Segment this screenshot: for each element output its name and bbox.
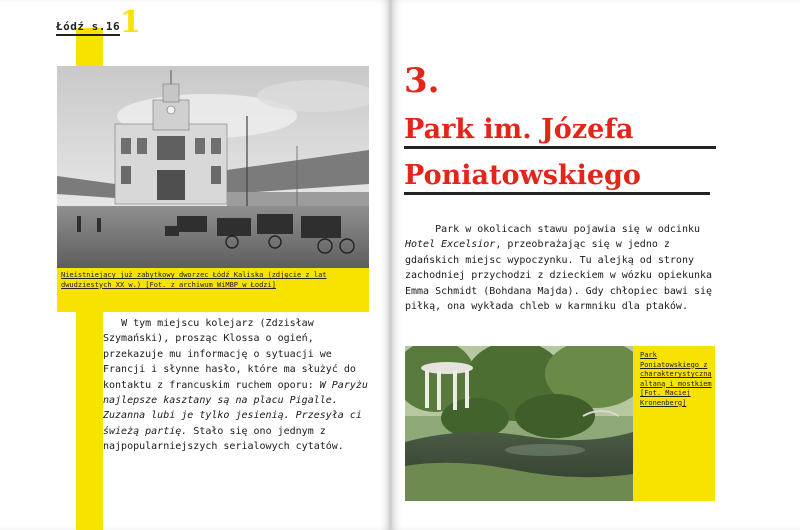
right-body-text xyxy=(405,222,717,314)
running-head: Łódź s.16 xyxy=(56,20,120,36)
chapter-title-line-2: Poniatowskiego xyxy=(404,160,710,195)
left-paragraph xyxy=(103,316,371,455)
chapter-title-line-1: Park im. Józefa xyxy=(404,114,716,149)
right-paragraph-part2: , przeobrażając się w jedno z gdańskich miejsc wypoczynku. Tu alejką od strony zachodniej przychodzi z dzieckiem w wózku opiekunka Emma Schmidt (Bohdana Majda). Gdy chłopiec bawi się piłką, ona wykłada chleb w karmniku dla ptaków. xyxy=(405,239,713,313)
episode-title: Hotel Excelsior xyxy=(405,239,496,251)
station-photo-caption: Nieistniejący już zabytkowy dworzec Łódź Kaliska (zdjęcie z lat dwudziestych XX w.) [Fot. z archiwum WiMBP w Łodzi] xyxy=(57,268,369,312)
left-paragraph-part1: W tym miejscu kolejarz (Zdzisław Szymański), prosząc Klossa o ogień, przekazuje mu informację o sytuacji we Francji i słynne hasło, które ma służyć do kontaktu z francuskim ruchem oporu: xyxy=(103,318,356,391)
left-paragraph-part2: Stało się ono jednym z najpopularniejszych serialowych cytatów. xyxy=(103,425,344,453)
park-photo xyxy=(405,346,633,501)
station-photo-image xyxy=(57,66,369,268)
right-paragraph-part1: Park w okolicach stawu pojawia się w odcinku xyxy=(435,224,701,235)
right-paragraph xyxy=(405,222,717,314)
park-photo-image xyxy=(405,346,633,501)
park-photo-caption: Park Poniatowskiego z charakterystyczną altaną i mostkiem [Fot. Maciej Kronenberg] xyxy=(640,351,712,407)
chapter-number: 3. xyxy=(404,61,440,101)
password-quote: W Paryżu najlepsze kasztany są na placu Pigalle. Zuzanna lubi je tylko jesienią. Przesyła ci świeżą partię. xyxy=(103,379,368,437)
left-body-text xyxy=(103,316,371,455)
page-number: 1 xyxy=(120,5,141,40)
station-photo xyxy=(57,66,369,268)
